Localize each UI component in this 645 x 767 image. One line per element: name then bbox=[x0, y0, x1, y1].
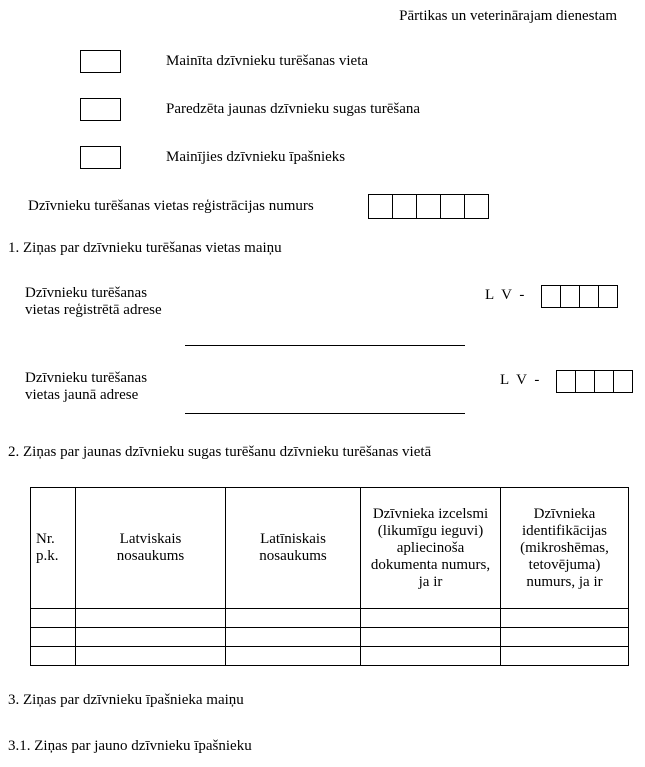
checkbox-row-new-species bbox=[80, 98, 420, 121]
registration-cell-5[interactable] bbox=[464, 194, 489, 219]
cell-row3-identification-number[interactable] bbox=[501, 647, 629, 666]
checkbox-changed-owner[interactable] bbox=[80, 146, 121, 169]
species-table-row-3 bbox=[31, 647, 629, 666]
species-table bbox=[30, 487, 629, 666]
species-table-header-row bbox=[31, 488, 629, 609]
checkbox-row-changed-place bbox=[80, 50, 368, 73]
cell-row1-origin-document[interactable] bbox=[361, 609, 501, 628]
cell-row1-nr[interactable] bbox=[31, 609, 76, 628]
registered-postal-cell-1[interactable] bbox=[541, 285, 561, 308]
section1-title: 1. Ziņas par dzīvnieku turēšanas vietas maiņu bbox=[8, 240, 282, 256]
registration-cell-1[interactable] bbox=[368, 194, 393, 219]
new-postal-cell-1[interactable] bbox=[556, 370, 576, 393]
col-header-origin-document: Dzīvnieka izcelsmi (likumīgu ieguvi) apliecinoša dokumenta numurs, ja ir bbox=[361, 488, 501, 609]
cell-row3-latvian-name[interactable] bbox=[76, 647, 226, 666]
checkbox-new-species[interactable] bbox=[80, 98, 121, 121]
registration-number-cells bbox=[368, 194, 489, 219]
new-postal-cell-3[interactable] bbox=[594, 370, 614, 393]
col-header-latvian-name: Latviskais nosaukums bbox=[76, 488, 226, 609]
registration-number-label: Dzīvnieku turēšanas vietas reģistrācijas numurs bbox=[28, 198, 314, 214]
col-header-identification-number: Dzīvnieka identifikācijas (mikroshēmas, tetovējuma) numurs, ja ir bbox=[501, 488, 629, 609]
checkbox-row-changed-owner bbox=[80, 146, 345, 169]
cell-row1-latin-name[interactable] bbox=[226, 609, 361, 628]
new-address-postal-cells bbox=[556, 370, 633, 393]
cell-row2-nr[interactable] bbox=[31, 628, 76, 647]
new-address-postal-prefix: L V - bbox=[500, 372, 542, 388]
checkbox-changed-place[interactable] bbox=[80, 50, 121, 73]
section3-title: 3. Ziņas par dzīvnieku īpašnieka maiņu bbox=[8, 692, 244, 708]
registered-postal-cell-2[interactable] bbox=[560, 285, 580, 308]
registration-cell-2[interactable] bbox=[392, 194, 417, 219]
registered-postal-cell-3[interactable] bbox=[579, 285, 599, 308]
new-address-label: Dzīvnieku turēšanas vietas jaunā adrese bbox=[25, 370, 148, 403]
recipient-line: Pārtikas un veterinārajam dienestam bbox=[399, 8, 617, 24]
checkbox-changed-owner-label: Mainījies dzīvnieku īpašnieks bbox=[166, 148, 346, 165]
section3-1-title: 3.1. Ziņas par jauno dzīvnieku īpašnieku bbox=[8, 738, 252, 754]
section2-title: 2. Ziņas par jaunas dzīvnieku sugas turēšanu dzīvnieku turēšanas vietā bbox=[8, 444, 432, 460]
species-table-row-2 bbox=[31, 628, 629, 647]
col-header-nr: Nr. p.k. bbox=[31, 488, 76, 609]
registration-cell-4[interactable] bbox=[440, 194, 465, 219]
registered-address-postal-cells bbox=[541, 285, 618, 308]
species-table-row-1 bbox=[31, 609, 629, 628]
cell-row2-latvian-name[interactable] bbox=[76, 628, 226, 647]
registered-address-line[interactable] bbox=[185, 329, 465, 346]
cell-row2-identification-number[interactable] bbox=[501, 628, 629, 647]
new-postal-cell-4[interactable] bbox=[613, 370, 633, 393]
checkbox-changed-place-label: Mainīta dzīvnieku turēšanas vieta bbox=[166, 52, 369, 69]
cell-row2-latin-name[interactable] bbox=[226, 628, 361, 647]
new-postal-cell-2[interactable] bbox=[575, 370, 595, 393]
checkbox-new-species-label: Paredzēta jaunas dzīvnieku sugas turēšana bbox=[166, 100, 421, 117]
registered-address-postal-prefix: L V - bbox=[485, 287, 527, 303]
registered-postal-cell-4[interactable] bbox=[598, 285, 618, 308]
registered-address-label: Dzīvnieku turēšanas vietas reģistrētā adrese bbox=[25, 285, 162, 318]
cell-row1-latvian-name[interactable] bbox=[76, 609, 226, 628]
new-address-line[interactable] bbox=[185, 397, 465, 414]
cell-row3-latin-name[interactable] bbox=[226, 647, 361, 666]
col-header-latin-name: Latīniskais nosaukums bbox=[226, 488, 361, 609]
cell-row3-origin-document[interactable] bbox=[361, 647, 501, 666]
cell-row3-nr[interactable] bbox=[31, 647, 76, 666]
cell-row1-identification-number[interactable] bbox=[501, 609, 629, 628]
cell-row2-origin-document[interactable] bbox=[361, 628, 501, 647]
registration-cell-3[interactable] bbox=[416, 194, 441, 219]
